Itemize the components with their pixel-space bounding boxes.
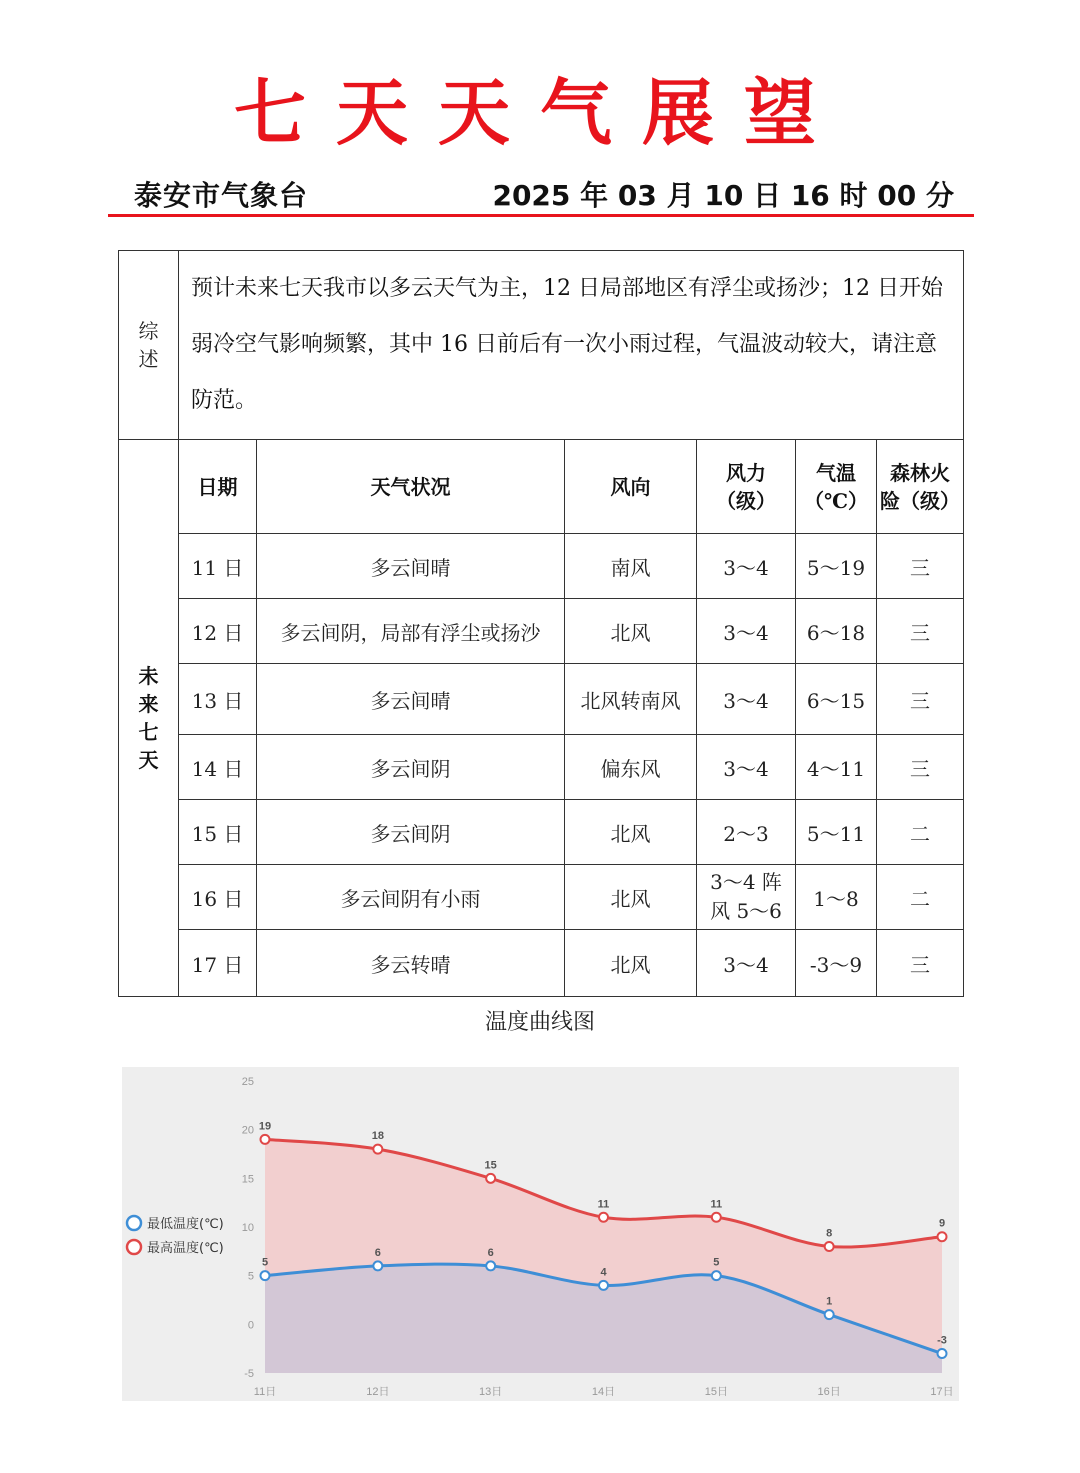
- low-temp-point: [373, 1261, 382, 1270]
- cell-date: 12 日: [179, 599, 257, 664]
- cell-wind-force: 2～3: [697, 800, 796, 865]
- cell-weather: 多云间阴有小雨: [257, 865, 565, 930]
- temperature-chart: [122, 1067, 959, 1401]
- low-temp-label: -3: [937, 1334, 947, 1347]
- x-tick-label: 13日: [479, 1386, 503, 1398]
- cell-temp: 1～8: [796, 865, 877, 930]
- cell-fire: 三: [877, 599, 964, 664]
- y-tick-label: 20: [241, 1124, 254, 1137]
- chart-caption: 温度曲线图: [484, 1010, 595, 1035]
- low-temp-point: [825, 1310, 834, 1319]
- table-row: [119, 735, 964, 800]
- cell-fire: 三: [877, 664, 964, 735]
- cell-temp: 5～11: [796, 800, 877, 865]
- low-temp-label: 5: [261, 1256, 269, 1269]
- col-header-wind-force: 风力 （级）: [697, 440, 796, 534]
- high-temp-label: 19: [258, 1120, 272, 1133]
- high-temp-label: 11: [710, 1198, 723, 1211]
- cell-wind-dir: 南风: [565, 534, 697, 599]
- cell-fire: 三: [877, 930, 964, 997]
- cell-wind-dir: 北风: [565, 930, 697, 997]
- x-tick-label: 12日: [366, 1386, 390, 1398]
- high-temp-label: 8: [826, 1227, 833, 1240]
- cell-wind-force: 3～4: [697, 930, 796, 997]
- high-temp-label: 9: [938, 1217, 946, 1230]
- y-tick-label: 10: [241, 1222, 254, 1234]
- cell-temp: 4～11: [796, 735, 877, 800]
- low-temp-label: 5: [713, 1256, 720, 1269]
- cell-date: 11 日: [179, 534, 257, 599]
- x-tick-label: 14日: [591, 1386, 616, 1398]
- table-row: [119, 930, 964, 997]
- forecast-label: 未 来 七 天: [119, 440, 179, 997]
- low-temp-label: 1: [826, 1295, 833, 1308]
- cell-weather: 多云间晴: [257, 664, 565, 735]
- high-temp-label: 18: [371, 1130, 384, 1143]
- cell-weather: 多云转晴: [257, 930, 565, 997]
- x-tick-label: 11日: [253, 1386, 277, 1398]
- high-temp-point: [825, 1242, 834, 1251]
- cell-weather: 多云间阴: [257, 735, 565, 800]
- cell-temp: 5～19: [796, 534, 877, 599]
- y-tick-label: 25: [241, 1076, 254, 1088]
- col-header-temp: 气温 （℃）: [796, 440, 877, 534]
- cell-fire: 二: [877, 800, 964, 865]
- cell-temp: -3～9: [796, 930, 877, 997]
- cell-date: 17 日: [179, 930, 257, 997]
- high-temp-point: [373, 1145, 382, 1154]
- cell-temp: 6～18: [796, 599, 877, 664]
- table-row: [119, 800, 964, 865]
- cell-wind-dir: 北风: [565, 865, 697, 930]
- low-temp-point: [261, 1271, 270, 1280]
- x-tick-label: 15日: [704, 1386, 728, 1398]
- y-tick-label: 15: [241, 1173, 254, 1186]
- cell-wind-force: 3～4: [697, 735, 796, 800]
- high-temp-label: 15: [484, 1159, 497, 1172]
- cell-fire: 三: [877, 735, 964, 800]
- summary-text: 预计未来七天我市以多云天气为主，12 日局部地区有浮尘或扬沙；12 日开始弱冷空气影响频繁，其中 16 日前后有一次小雨过程，气温波动较大，请注意防范。: [179, 251, 964, 440]
- cell-fire: 三: [877, 534, 964, 599]
- legend-label: 最低温度(℃): [147, 1217, 224, 1232]
- header-divider: [108, 214, 974, 217]
- cell-wind-force: 3～4: [697, 599, 796, 664]
- cell-wind-force: 3～4: [697, 534, 796, 599]
- low-temp-label: 4: [600, 1266, 607, 1279]
- cell-date: 13 日: [179, 664, 257, 735]
- cell-wind-dir: 北风: [565, 599, 697, 664]
- high-temp-point: [712, 1213, 721, 1222]
- low-temp-label: 6: [374, 1246, 381, 1259]
- cell-wind-dir: 北风: [565, 800, 697, 865]
- high-temp-point: [599, 1213, 608, 1222]
- table-header-row: [119, 440, 964, 534]
- table-row: [119, 664, 964, 735]
- forecast-table: [118, 250, 964, 997]
- summary-label: 综 述: [119, 251, 179, 440]
- low-temp-point: [599, 1281, 608, 1290]
- cell-wind-dir: 偏东风: [565, 735, 697, 800]
- high-temp-point: [261, 1135, 270, 1144]
- cell-date: 14 日: [179, 735, 257, 800]
- cell-weather: 多云间阴: [257, 800, 565, 865]
- high-temp-label: 11: [597, 1198, 610, 1211]
- low-temp-point: [712, 1271, 721, 1280]
- issue-time: 2025 年 03 月 10 日 16 时 00 分: [492, 179, 954, 212]
- low-temp-point: [938, 1349, 947, 1358]
- chart-svg: [122, 1067, 959, 1401]
- y-tick-label: 0: [247, 1319, 254, 1332]
- cell-date: 16 日: [179, 865, 257, 930]
- cell-weather: 多云间阴，局部有浮尘或扬沙: [257, 599, 565, 664]
- x-tick-label: 16日: [817, 1386, 841, 1398]
- x-tick-label: 17日: [930, 1386, 954, 1398]
- legend-label: 最高温度(℃): [147, 1241, 224, 1256]
- y-tick-label: 5: [247, 1270, 254, 1283]
- high-temp-point: [486, 1174, 495, 1183]
- cell-fire: 二: [877, 865, 964, 930]
- low-temp-label: 6: [487, 1246, 494, 1259]
- y-tick-label: -5: [244, 1368, 254, 1380]
- header-row: [110, 172, 972, 216]
- high-temp-point: [938, 1232, 947, 1241]
- page-title: 七天天气展望: [233, 70, 846, 155]
- legend-marker: [127, 1240, 141, 1254]
- legend-marker: [127, 1216, 141, 1230]
- table-row: [119, 534, 964, 599]
- col-header-weather: 天气状况: [257, 440, 565, 534]
- low-temp-point: [486, 1261, 495, 1270]
- summary-row: [119, 251, 964, 440]
- col-header-date: 日期: [179, 440, 257, 534]
- cell-wind-force: 3～4: [697, 664, 796, 735]
- cell-wind-dir: 北风转南风: [565, 664, 697, 735]
- table-row: [119, 865, 964, 930]
- col-header-wind-dir: 风向: [565, 440, 697, 534]
- table-row: [119, 599, 964, 664]
- cell-date: 15 日: [179, 800, 257, 865]
- col-header-fire: 森林火 险（级）: [877, 440, 964, 534]
- cell-weather: 多云间晴: [257, 534, 565, 599]
- cell-temp: 6～15: [796, 664, 877, 735]
- agency-name: 泰安市气象台: [134, 179, 309, 212]
- cell-wind-force: 3～4 阵风 5～6: [697, 865, 796, 930]
